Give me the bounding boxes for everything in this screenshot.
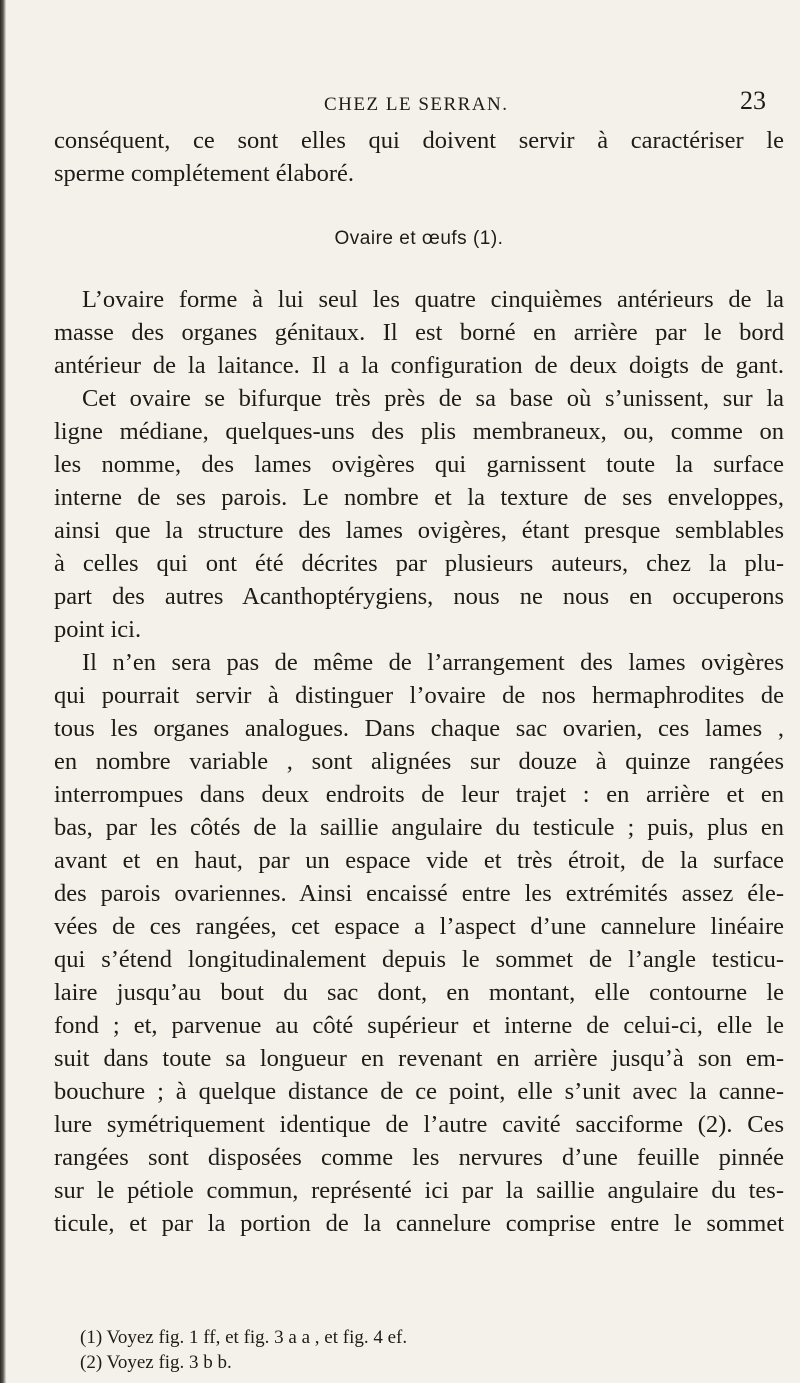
text-line: qui s’étend longitudinalement depuis le sommet de l’angle testicu-: [54, 946, 784, 973]
section-heading: Ovaire et œufs (1).: [334, 228, 504, 249]
text-line: des parois ovariennes. Ainsi encaissé entre les extrémités assez éle-: [54, 880, 784, 907]
text-line: bas, par les côtés de la saillie angulaire du testicule ; puis, plus en: [54, 814, 784, 841]
text-line: bouchure ; à quelque distance de ce point, elle s’unit avec la canne-: [54, 1078, 784, 1105]
text-line: avant et en haut, par un espace vide et très étroit, de la surface: [54, 847, 784, 874]
page-edge-shadow: [0, 0, 6, 1383]
running-header: [54, 86, 784, 120]
text-line: vées de ces rangées, cet espace a l’aspect d’une cannelure linéaire: [54, 913, 784, 940]
text-line: fond ; et, parvenue au côté supérieur et interne de celui-ci, elle le: [54, 1012, 784, 1039]
footnote: (2) Voyez fig. 3 b b.: [80, 1352, 232, 1373]
footnotes: [80, 1325, 780, 1375]
text-line: sur le pétiole commun, représenté ici par la saillie angulaire du tes-: [54, 1177, 784, 1204]
text-line: interne de ses parois. Le nombre et la texture de ses enveloppes,: [54, 484, 784, 511]
text-line: lure symétriquement identique de l’autre cavité sacciforme (2). Ces: [54, 1111, 784, 1138]
text-line: masse des organes génitaux. Il est borné en arrière par le bord: [54, 319, 784, 346]
text-line: Il n’en sera pas de même de l’arrangement des lames ovigères: [82, 649, 784, 676]
text-line: laire jusqu’au bout du sac dont, en montant, elle contourne le: [54, 979, 784, 1006]
text-line: point ici.: [54, 616, 142, 643]
footnote: (1) Voyez fig. 1 ff, et fig. 3 a a , et fig. 4 ef.: [80, 1327, 408, 1348]
text-line: sperme complétement élaboré.: [54, 160, 354, 187]
text-line: rangées sont disposées comme les nervures d’une feuille pinnée: [54, 1144, 784, 1171]
running-title: CHEZ LE SERRAN.: [324, 94, 509, 115]
page-number: 23: [740, 86, 766, 115]
text-line: ainsi que la structure des lames ovigères, étant presque semblables: [54, 517, 784, 544]
text-line: tous les organes analogues. Dans chaque sac ovarien, ces lames ,: [54, 715, 784, 742]
text-line: interrompues dans deux endroits de leur trajet : en arrière et en: [54, 781, 784, 808]
text-line: qui pourrait servir à distinguer l’ovaire de nos hermaphrodites de: [54, 682, 784, 709]
body-text: [54, 283, 784, 1240]
text-line: Cet ovaire se bifurque très près de sa base où s’unissent, sur la: [82, 385, 784, 412]
book-page: [54, 0, 784, 1383]
text-line: en nombre variable , sont alignées sur douze à quinze rangées: [54, 748, 784, 775]
intro-paragraph: [54, 124, 784, 190]
text-line: suit dans toute sa longueur en revenant en arrière jusqu’à son em-: [54, 1045, 784, 1072]
text-line: ticule, et par la portion de la cannelure comprise entre le sommet: [54, 1210, 784, 1237]
text-line: part des autres Acanthoptérygiens, nous ne nous en occuperons: [54, 583, 784, 610]
text-line: les nomme, des lames ovigères qui garnissent toute la surface: [54, 451, 784, 478]
text-line: conséquent, ce sont elles qui doivent servir à caractériser le: [54, 127, 784, 154]
text-line: L’ovaire forme à lui seul les quatre cinquièmes antérieurs de la: [82, 286, 784, 313]
text-line: antérieur de la laitance. Il a la configuration de deux doigts de gant.: [54, 352, 784, 379]
text-line: ligne médiane, quelques-uns des plis membraneux, ou, comme on: [54, 418, 784, 445]
text-line: à celles qui ont été décrites par plusieurs auteurs, chez la plu-: [54, 550, 784, 577]
